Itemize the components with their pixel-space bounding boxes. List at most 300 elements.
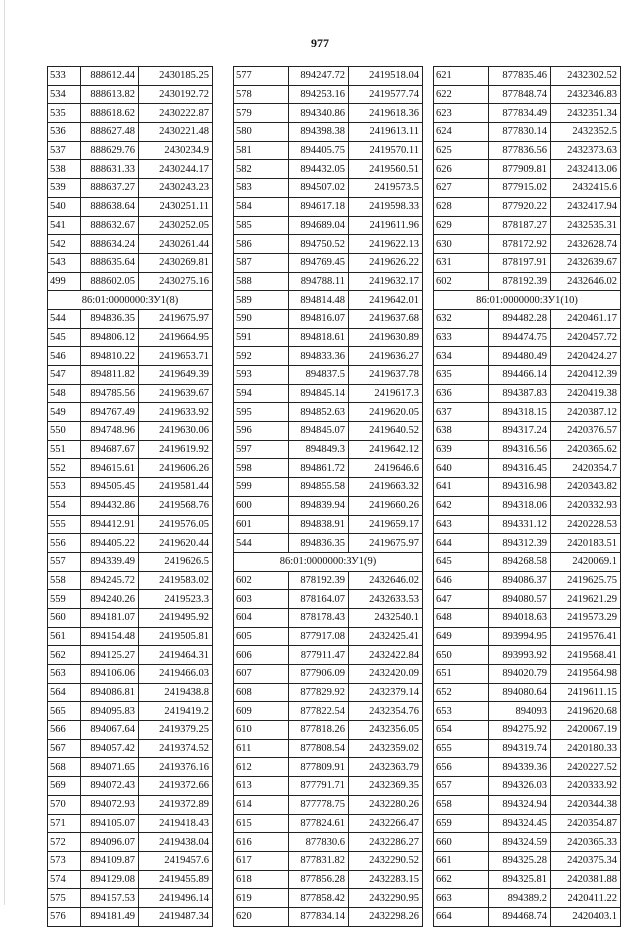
parcel-header-row — [434, 291, 621, 310]
y-coordinate-cell: 2419664.95 — [139, 328, 213, 347]
table-row — [48, 67, 213, 86]
table-row — [48, 646, 213, 665]
x-coordinate-cell: 894086.81 — [81, 683, 139, 702]
table-row — [434, 496, 621, 515]
y-coordinate-cell: 2419637.68 — [349, 309, 423, 328]
table-row — [48, 253, 213, 272]
y-coordinate-cell: 2419570.11 — [349, 141, 423, 160]
point-number-cell: 628 — [434, 197, 489, 216]
y-coordinate-cell: 2419620.68 — [551, 702, 621, 721]
y-coordinate-cell: 2432639.67 — [551, 253, 621, 272]
x-coordinate-cell: 894316.45 — [489, 459, 551, 478]
point-number-cell: 632 — [434, 309, 489, 328]
point-number-cell: 645 — [434, 552, 489, 571]
y-coordinate-cell: 2432354.76 — [349, 702, 423, 721]
point-number-cell: 644 — [434, 534, 489, 553]
x-coordinate-cell: 894125.27 — [81, 646, 139, 665]
x-coordinate-cell: 894687.67 — [81, 440, 139, 459]
y-coordinate-cell: 2419487.34 — [139, 907, 213, 926]
y-coordinate-cell: 2419617.3 — [349, 384, 423, 403]
page-number: 977 — [311, 36, 329, 50]
y-coordinate-cell: 2419642.12 — [349, 440, 423, 459]
y-coordinate-cell: 2419653.71 — [139, 347, 213, 366]
table-row — [434, 833, 621, 852]
table-row — [234, 478, 423, 497]
x-coordinate-cell: 894480.49 — [489, 347, 551, 366]
point-number-cell: 662 — [434, 870, 489, 889]
point-number-cell: 580 — [234, 123, 289, 142]
x-coordinate-cell: 888618.62 — [81, 104, 139, 123]
x-coordinate-cell: 894432.86 — [81, 496, 139, 515]
table-row — [48, 440, 213, 459]
y-coordinate-cell: 2419613.11 — [349, 123, 423, 142]
x-coordinate-cell: 894331.12 — [489, 515, 551, 534]
point-number-cell: 637 — [434, 403, 489, 422]
y-coordinate-cell: 2420387.12 — [551, 403, 621, 422]
point-number-cell: 566 — [48, 721, 81, 740]
point-number-cell: 570 — [48, 795, 81, 814]
y-coordinate-cell: 2432379.14 — [349, 683, 423, 702]
table-row — [434, 814, 621, 833]
point-number-cell: 590 — [234, 309, 289, 328]
parcel-cadastral-number: 86:01:0000000:ЗУ1(9) — [234, 552, 423, 571]
point-number-cell: 592 — [234, 347, 289, 366]
table-row — [234, 309, 423, 328]
x-coordinate-cell: 877829.92 — [289, 683, 349, 702]
table-row — [234, 216, 423, 235]
table-row — [434, 123, 621, 142]
y-coordinate-cell: 2420354.87 — [551, 814, 621, 833]
table-row — [234, 683, 423, 702]
x-coordinate-cell: 894340.86 — [289, 104, 349, 123]
x-coordinate-cell: 894398.38 — [289, 123, 349, 142]
table-row — [434, 608, 621, 627]
x-coordinate-cell: 894093 — [489, 702, 551, 721]
y-coordinate-cell: 2419577.74 — [349, 85, 423, 104]
y-coordinate-cell: 2419496.14 — [139, 889, 213, 908]
x-coordinate-cell: 888612.44 — [81, 67, 139, 86]
point-number-cell: 545 — [48, 328, 81, 347]
table-row — [48, 366, 213, 385]
table-row — [234, 85, 423, 104]
point-number-cell: 535 — [48, 104, 81, 123]
point-number-cell: 648 — [434, 608, 489, 627]
point-number-cell: 624 — [434, 123, 489, 142]
x-coordinate-cell: 894861.72 — [289, 459, 349, 478]
table-row — [234, 440, 423, 459]
point-number-cell: 583 — [234, 179, 289, 198]
y-coordinate-cell: 2420412.39 — [551, 366, 621, 385]
x-coordinate-cell: 894109.87 — [81, 851, 139, 870]
y-coordinate-cell: 2419619.92 — [139, 440, 213, 459]
point-number-cell: 538 — [48, 160, 81, 179]
y-coordinate-cell: 2420457.72 — [551, 328, 621, 347]
x-coordinate-cell: 877830.14 — [489, 123, 551, 142]
x-coordinate-cell: 894154.48 — [81, 627, 139, 646]
coordinates-table-column-2 — [233, 66, 423, 927]
table-row — [434, 702, 621, 721]
point-number-cell: 606 — [234, 646, 289, 665]
y-coordinate-cell: 2432280.26 — [349, 795, 423, 814]
y-coordinate-cell: 2419646.6 — [349, 459, 423, 478]
point-number-cell: 655 — [434, 739, 489, 758]
point-number-cell: 630 — [434, 235, 489, 254]
x-coordinate-cell: 894318.06 — [489, 496, 551, 515]
y-coordinate-cell: 2419630.06 — [139, 422, 213, 441]
table-row — [234, 665, 423, 684]
point-number-cell: 631 — [434, 253, 489, 272]
point-number-cell: 639 — [434, 440, 489, 459]
y-coordinate-cell: 2419626.5 — [139, 552, 213, 571]
table-row — [434, 665, 621, 684]
table-row — [434, 459, 621, 478]
x-coordinate-cell: 894080.57 — [489, 590, 551, 609]
y-coordinate-cell: 2419633.92 — [139, 403, 213, 422]
y-coordinate-cell: 2430269.81 — [139, 253, 213, 272]
x-coordinate-cell: 877834.49 — [489, 104, 551, 123]
x-coordinate-cell: 894839.94 — [289, 496, 349, 515]
table-row — [48, 627, 213, 646]
point-number-cell: 534 — [48, 85, 81, 104]
y-coordinate-cell: 2420365.62 — [551, 440, 621, 459]
x-coordinate-cell: 894105.07 — [81, 814, 139, 833]
table-row — [434, 646, 621, 665]
table-row — [48, 235, 213, 254]
x-coordinate-cell: 877856.28 — [289, 870, 349, 889]
table-row — [434, 347, 621, 366]
y-coordinate-cell: 2419581.44 — [139, 478, 213, 497]
point-number-cell: 593 — [234, 366, 289, 385]
y-coordinate-cell: 2420183.51 — [551, 534, 621, 553]
point-number-cell: 594 — [234, 384, 289, 403]
x-coordinate-cell: 894387.83 — [489, 384, 551, 403]
point-number-cell: 595 — [234, 403, 289, 422]
point-number-cell: 612 — [234, 758, 289, 777]
y-coordinate-cell: 2419639.67 — [139, 384, 213, 403]
point-number-cell: 549 — [48, 403, 81, 422]
y-coordinate-cell: 2419379.25 — [139, 721, 213, 740]
y-coordinate-cell: 2432415.6 — [551, 179, 621, 198]
x-coordinate-cell: 877778.75 — [289, 795, 349, 814]
point-number-cell: 533 — [48, 67, 81, 86]
table-row — [234, 123, 423, 142]
table-row — [234, 104, 423, 123]
y-coordinate-cell: 2432535.31 — [551, 216, 621, 235]
table-row — [48, 403, 213, 422]
y-coordinate-cell: 2430192.72 — [139, 85, 213, 104]
y-coordinate-cell: 2419568.41 — [551, 646, 621, 665]
point-number-cell: 625 — [434, 141, 489, 160]
y-coordinate-cell: 2419630.89 — [349, 328, 423, 347]
x-coordinate-cell: 894319.74 — [489, 739, 551, 758]
y-coordinate-cell: 2432298.26 — [349, 907, 423, 926]
point-number-cell: 651 — [434, 665, 489, 684]
point-number-cell: 660 — [434, 833, 489, 852]
y-coordinate-cell: 2432266.47 — [349, 814, 423, 833]
x-coordinate-cell: 877834.14 — [289, 907, 349, 926]
table-row — [234, 739, 423, 758]
point-number-cell: 547 — [48, 366, 81, 385]
y-coordinate-cell: 2419663.32 — [349, 478, 423, 497]
y-coordinate-cell: 2419505.81 — [139, 627, 213, 646]
x-coordinate-cell: 888635.64 — [81, 253, 139, 272]
point-number-cell: 543 — [48, 253, 81, 272]
y-coordinate-cell: 2420354.7 — [551, 459, 621, 478]
y-coordinate-cell: 2419649.39 — [139, 366, 213, 385]
point-number-cell: 650 — [434, 646, 489, 665]
x-coordinate-cell: 877818.26 — [289, 721, 349, 740]
point-number-cell: 553 — [48, 478, 81, 497]
x-coordinate-cell: 894615.61 — [81, 459, 139, 478]
y-coordinate-cell: 2430243.23 — [139, 179, 213, 198]
x-coordinate-cell: 894412.91 — [81, 515, 139, 534]
table-row — [234, 422, 423, 441]
table-row — [48, 309, 213, 328]
table-row — [48, 123, 213, 142]
y-coordinate-cell: 2432540.1 — [349, 608, 423, 627]
point-number-cell: 658 — [434, 795, 489, 814]
x-coordinate-cell: 894814.48 — [289, 291, 349, 310]
y-coordinate-cell: 2419573.29 — [551, 608, 621, 627]
table-row — [234, 179, 423, 198]
table-row — [434, 366, 621, 385]
y-coordinate-cell: 2430185.25 — [139, 67, 213, 86]
table-row — [434, 739, 621, 758]
table-row — [48, 608, 213, 627]
x-coordinate-cell: 894318.15 — [489, 403, 551, 422]
x-coordinate-cell: 888634.24 — [81, 235, 139, 254]
table-row — [48, 496, 213, 515]
x-coordinate-cell: 894317.24 — [489, 422, 551, 441]
y-coordinate-cell: 2430234.9 — [139, 141, 213, 160]
point-number-cell: 563 — [48, 665, 81, 684]
x-coordinate-cell: 894339.49 — [81, 552, 139, 571]
table-row — [234, 534, 423, 553]
x-coordinate-cell: 877906.09 — [289, 665, 349, 684]
y-coordinate-cell: 2432646.02 — [551, 272, 621, 291]
point-number-cell: 633 — [434, 328, 489, 347]
x-coordinate-cell: 888637.27 — [81, 179, 139, 198]
y-coordinate-cell: 2419374.52 — [139, 739, 213, 758]
point-number-cell: 621 — [434, 67, 489, 86]
table-row — [48, 851, 213, 870]
x-coordinate-cell: 894405.75 — [289, 141, 349, 160]
x-coordinate-cell: 878192.39 — [489, 272, 551, 291]
x-coordinate-cell: 877791.71 — [289, 777, 349, 796]
table-row — [48, 665, 213, 684]
x-coordinate-cell: 878164.07 — [289, 590, 349, 609]
table-row — [434, 478, 621, 497]
point-number-cell: 574 — [48, 870, 81, 889]
point-number-cell: 565 — [48, 702, 81, 721]
point-number-cell: 615 — [234, 814, 289, 833]
parcel-cadastral-number: 86:01:0000000:ЗУ1(10) — [434, 291, 621, 310]
point-number-cell: 577 — [234, 67, 289, 86]
y-coordinate-cell: 2420381.88 — [551, 870, 621, 889]
point-number-cell: 597 — [234, 440, 289, 459]
x-coordinate-cell: 894072.93 — [81, 795, 139, 814]
y-coordinate-cell: 2432290.52 — [349, 851, 423, 870]
table-row — [434, 683, 621, 702]
point-number-cell: 600 — [234, 496, 289, 515]
x-coordinate-cell: 888632.67 — [81, 216, 139, 235]
y-coordinate-cell: 2419626.22 — [349, 253, 423, 272]
table-row — [234, 291, 423, 310]
table-row — [48, 814, 213, 833]
point-number-cell: 643 — [434, 515, 489, 534]
point-number-cell: 559 — [48, 590, 81, 609]
x-coordinate-cell: 894845.07 — [289, 422, 349, 441]
table-row — [48, 216, 213, 235]
coordinates-table — [233, 66, 423, 927]
x-coordinate-cell: 894855.58 — [289, 478, 349, 497]
y-coordinate-cell: 2419621.29 — [551, 590, 621, 609]
x-coordinate-cell: 878192.39 — [289, 571, 349, 590]
y-coordinate-cell: 2420343.82 — [551, 478, 621, 497]
y-coordinate-cell: 2430221.48 — [139, 123, 213, 142]
table-row — [234, 646, 423, 665]
table-row — [434, 403, 621, 422]
x-coordinate-cell: 894806.12 — [81, 328, 139, 347]
x-coordinate-cell: 877835.46 — [489, 67, 551, 86]
point-number-cell: 640 — [434, 459, 489, 478]
table-row — [434, 216, 621, 235]
y-coordinate-cell: 2419620.05 — [349, 403, 423, 422]
y-coordinate-cell: 2419457.6 — [139, 851, 213, 870]
x-coordinate-cell: 894837.5 — [289, 366, 349, 385]
y-coordinate-cell: 2430222.87 — [139, 104, 213, 123]
x-coordinate-cell: 894689.04 — [289, 216, 349, 235]
y-coordinate-cell: 2432420.09 — [349, 665, 423, 684]
table-row — [234, 384, 423, 403]
x-coordinate-cell: 894339.36 — [489, 758, 551, 777]
y-coordinate-cell: 2419622.13 — [349, 235, 423, 254]
y-coordinate-cell: 2432628.74 — [551, 235, 621, 254]
x-coordinate-cell: 894245.72 — [81, 571, 139, 590]
y-coordinate-cell: 2419598.33 — [349, 197, 423, 216]
table-row — [48, 384, 213, 403]
point-number-cell: 618 — [234, 870, 289, 889]
table-row — [48, 272, 213, 291]
y-coordinate-cell: 2432413.06 — [551, 160, 621, 179]
y-coordinate-cell: 2419372.89 — [139, 795, 213, 814]
point-number-cell: 599 — [234, 478, 289, 497]
x-coordinate-cell: 894324.59 — [489, 833, 551, 852]
y-coordinate-cell: 2432422.84 — [349, 646, 423, 665]
point-number-cell: 610 — [234, 721, 289, 740]
point-number-cell: 614 — [234, 795, 289, 814]
x-coordinate-cell: 894086.37 — [489, 571, 551, 590]
point-number-cell: 636 — [434, 384, 489, 403]
point-number-cell: 560 — [48, 608, 81, 627]
x-coordinate-cell: 894785.56 — [81, 384, 139, 403]
point-number-cell: 575 — [48, 889, 81, 908]
table-row — [234, 197, 423, 216]
table-row — [234, 496, 423, 515]
point-number-cell: 602 — [434, 272, 489, 291]
table-row — [48, 160, 213, 179]
parcel-header-row — [48, 291, 213, 310]
x-coordinate-cell: 894071.65 — [81, 758, 139, 777]
y-coordinate-cell: 2419560.51 — [349, 160, 423, 179]
x-coordinate-cell: 894325.81 — [489, 870, 551, 889]
point-number-cell: 540 — [48, 197, 81, 216]
y-coordinate-cell: 2420411.22 — [551, 889, 621, 908]
x-coordinate-cell: 877824.61 — [289, 814, 349, 833]
point-number-cell: 622 — [434, 85, 489, 104]
x-coordinate-cell: 877858.42 — [289, 889, 349, 908]
point-number-cell: 641 — [434, 478, 489, 497]
point-number-cell: 647 — [434, 590, 489, 609]
y-coordinate-cell: 2432351.34 — [551, 104, 621, 123]
x-coordinate-cell: 894312.39 — [489, 534, 551, 553]
table-row — [234, 851, 423, 870]
table-row — [48, 833, 213, 852]
table-row — [234, 571, 423, 590]
x-coordinate-cell: 877808.54 — [289, 739, 349, 758]
point-number-cell: 567 — [48, 739, 81, 758]
y-coordinate-cell: 2419611.15 — [551, 683, 621, 702]
point-number-cell: 551 — [48, 440, 81, 459]
point-number-cell: 609 — [234, 702, 289, 721]
table-row — [234, 608, 423, 627]
table-row — [234, 253, 423, 272]
point-number-cell: 664 — [434, 907, 489, 926]
x-coordinate-cell: 894810.22 — [81, 347, 139, 366]
y-coordinate-cell: 2432633.53 — [349, 590, 423, 609]
x-coordinate-cell: 894247.72 — [289, 67, 349, 86]
y-coordinate-cell: 2419636.27 — [349, 347, 423, 366]
point-number-cell: 569 — [48, 777, 81, 796]
y-coordinate-cell: 2420069.1 — [551, 552, 621, 571]
x-coordinate-cell: 877831.82 — [289, 851, 349, 870]
point-number-cell: 581 — [234, 141, 289, 160]
x-coordinate-cell: 894275.92 — [489, 721, 551, 740]
x-coordinate-cell: 877911.47 — [289, 646, 349, 665]
parcel-header-row — [234, 552, 423, 571]
y-coordinate-cell: 2432369.35 — [349, 777, 423, 796]
table-row — [48, 590, 213, 609]
point-number-cell: 602 — [234, 571, 289, 590]
x-coordinate-cell: 894468.74 — [489, 907, 551, 926]
x-coordinate-cell: 894316.56 — [489, 440, 551, 459]
point-number-cell: 557 — [48, 552, 81, 571]
x-coordinate-cell: 894816.07 — [289, 309, 349, 328]
x-coordinate-cell: 894748.96 — [81, 422, 139, 441]
point-number-cell: 601 — [234, 515, 289, 534]
point-number-cell: 638 — [434, 422, 489, 441]
x-coordinate-cell: 894157.53 — [81, 889, 139, 908]
x-coordinate-cell: 894788.11 — [289, 272, 349, 291]
point-number-cell: 604 — [234, 608, 289, 627]
x-coordinate-cell: 894389.2 — [489, 889, 551, 908]
point-number-cell: 555 — [48, 515, 81, 534]
point-number-cell: 634 — [434, 347, 489, 366]
coordinates-table-column-1 — [47, 66, 213, 927]
x-coordinate-cell: 877915.02 — [489, 179, 551, 198]
table-row — [48, 478, 213, 497]
y-coordinate-cell: 2419675.97 — [139, 309, 213, 328]
point-number-cell: 585 — [234, 216, 289, 235]
point-number-cell: 544 — [234, 534, 289, 553]
y-coordinate-cell: 2419455.89 — [139, 870, 213, 889]
table-row — [434, 870, 621, 889]
table-row — [434, 179, 621, 198]
point-number-cell: 564 — [48, 683, 81, 702]
y-coordinate-cell: 2419640.52 — [349, 422, 423, 441]
table-row — [234, 366, 423, 385]
point-number-cell: 652 — [434, 683, 489, 702]
